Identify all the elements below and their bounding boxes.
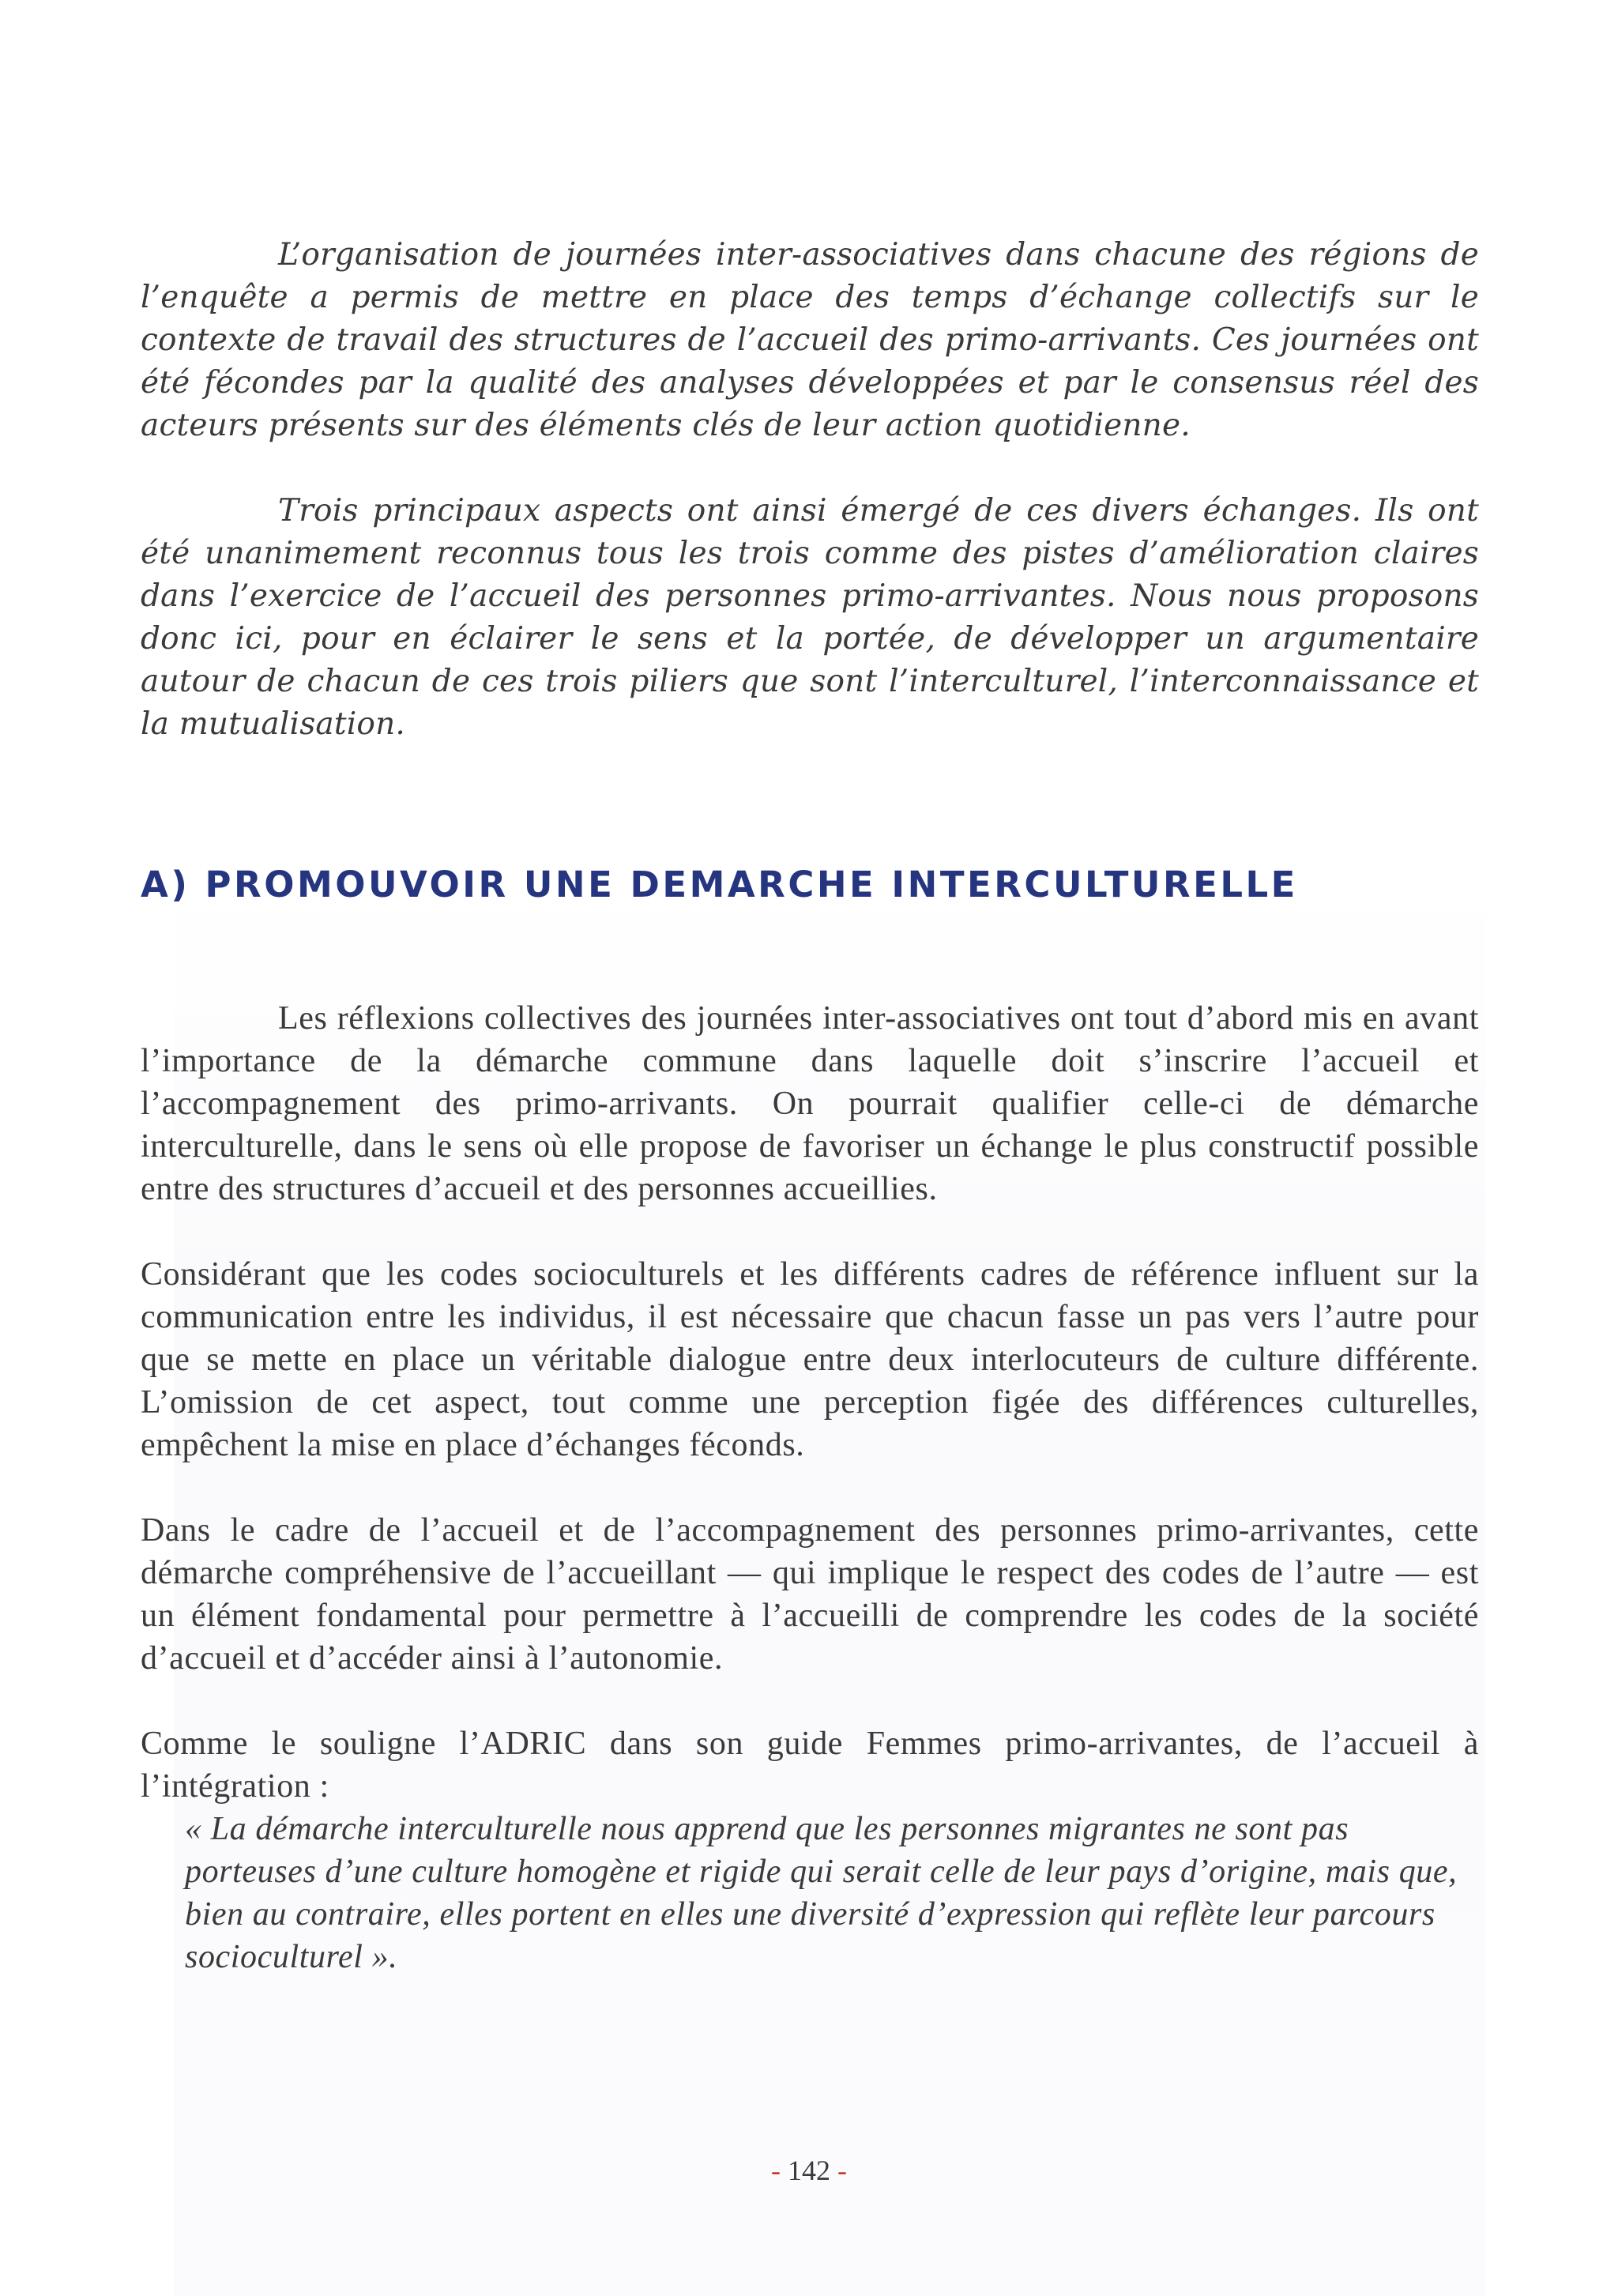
- section-paragraph-3: Dans le cadre de l’accueil et de l’accompagnement des personnes primo-arrivantes, cette démarche compréhensive de l’accueillant — qui implique le respect des codes de l’autre — est un élément fondamental pour permettre à l’accueilli de comprendre les codes de la société d’accueil et d’accéder ainsi à l’autonomie.: [141, 1512, 1479, 1677]
- intro-paragraph-1: L’organisation de journées inter-associatives dans chacune des régions de l’enquête a permis de mettre en place des temps d’échange collectifs sur le contexte de travail des structures de l’accueil des primo-arrivants. Ces journées ont été fécondes par la qualité des analyses développées et par le consensus réel des acteurs présents sur des éléments clés de leur action quotidienne.: [141, 237, 1479, 443]
- section-paragraph-1: Les réflexions collectives des journées inter-associatives ont tout d’abord mis en avant l’importance de la démarche commune dans laquelle doit s’inscrire l’accueil et l’accompagnement des primo-arrivants. On pourrait qualifier celle-ci de démarche interculturelle, dans le sens où elle propose de favoriser un échange le plus constructif possible entre des structures d’accueil et des personnes accueillies.: [141, 1000, 1479, 1207]
- page-number-dash-left: -: [771, 2155, 781, 2186]
- section-paragraph-4: Comme le souligne l’ADRIC dans son guide Femmes primo-arrivantes, de l’accueil à l’intégration :: [141, 1726, 1479, 1805]
- page-number-value: 142: [788, 2155, 830, 2186]
- page-number: [0, 2154, 1618, 2187]
- section-heading: A) PROMOUVOIR UNE DEMARCHE INTERCULTURELLE: [141, 864, 1298, 905]
- section-paragraph-2: Considérant que les codes socioculturels et les différents cadres de référence influent sur la communication entre les individus, il est nécessaire que chacun fasse un pas vers l’autre pour que se mette en place un véritable dialogue entre deux interlocuteurs de culture différente. L’omission de cet aspect, tout comme une perception figée des différences culturelles, empêchent la mise en place d’échanges féconds.: [141, 1256, 1479, 1463]
- intro-paragraph-2: Trois principaux aspects ont ainsi émergé de ces divers échanges. Ils ont été unanimement reconnus tous les trois comme des pistes d’amélioration claires dans l’exercice de l’accueil des personnes primo-arrivantes. Nous nous proposons donc ici, pour en éclairer le sens et la portée, de développer un argumentaire autour de chacun de ces trois piliers que sont l’interculturel, l’interconnaissance et la mutualisation.: [141, 493, 1479, 742]
- page-number-dash-right: -: [837, 2155, 847, 2186]
- adric-quote: « La démarche interculturelle nous apprend que les personnes migrantes ne sont pas porteuses d’une culture homogène et rigide qui serait celle de leur pays d’origine, mais que, bien au contraire, elles portent en elles une diversité d’expression qui reflète leur parcours socioculturel ».: [185, 1811, 1458, 1975]
- page-content: [141, 234, 1479, 1978]
